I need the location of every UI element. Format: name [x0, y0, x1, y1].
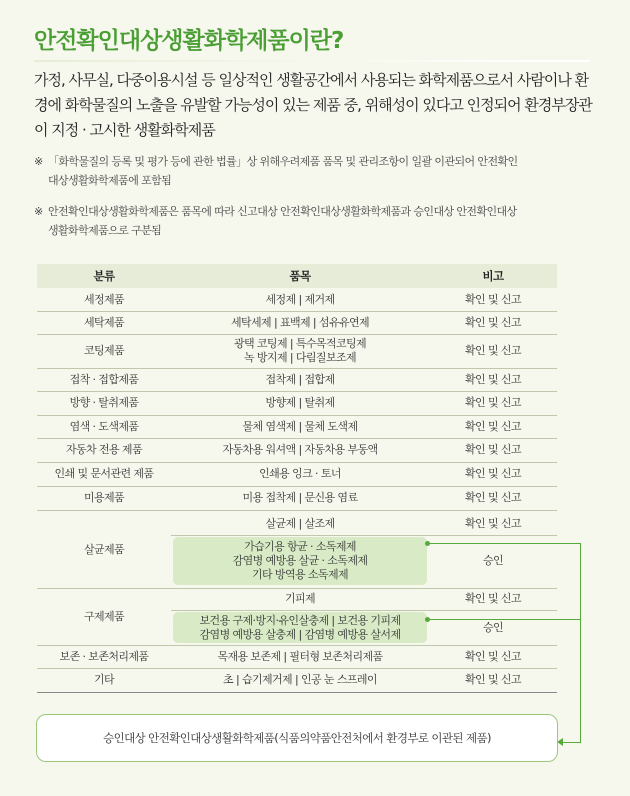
- row-divider: [171, 535, 557, 536]
- row-category: 세정제품: [83, 292, 125, 306]
- connector-line: [580, 543, 581, 743]
- row-remarks: 확인 및 신고: [465, 292, 521, 306]
- approval-note-text: 승인대상 안전확인대상생활화학제품(식품의약품안전처에서 환경부로 이관된 제품): [103, 731, 491, 745]
- row-remarks: 확인 및 신고: [465, 396, 521, 409]
- note-mark: ※: [34, 205, 43, 218]
- item-preservation: 목재용 보존제 | 필터형 보존처리제품: [217, 649, 383, 663]
- row-items: [171, 462, 429, 486]
- row-category: 방향 · 탈취제품: [69, 396, 139, 409]
- note-sterilization-1: 확인 및 신고: [465, 516, 521, 530]
- row-divider: [37, 510, 557, 511]
- page-title: 안전확인대상생활화학제품이란?: [34, 28, 344, 54]
- row-remarks: 확인 및 신고: [465, 372, 521, 386]
- row-remarks: 확인 및 신고: [465, 467, 521, 480]
- row-category: 미용제품: [83, 491, 125, 504]
- note-sterilization-2: 승인: [482, 554, 504, 567]
- row-items: [171, 334, 429, 368]
- description-paragraph: 가정, 사무실, 다중이용시설 등 일상적인 생활공간에서 사용되는 화학제품으로서 사람이나 환경에 화학물질의 노출을 유발할 가능성이 있는 제품 중, 위해성이 있다고 인정되어 환경부장관이 지정 · 고시한 생활화학제품: [34, 71, 592, 139]
- connector-line: [563, 742, 580, 743]
- connector-line: [428, 543, 580, 544]
- row-items: [171, 311, 429, 334]
- approval-note-box: [36, 714, 558, 762]
- row-items: [171, 391, 429, 415]
- connector-line: [428, 619, 580, 620]
- category-pest: 구제제품: [83, 609, 125, 623]
- item-line: 감염병 예방용 살균 · 소독제제: [232, 554, 368, 567]
- note-pest-1: 확인 및 신고: [465, 592, 521, 605]
- note-2: [34, 202, 594, 240]
- row-items: [171, 438, 429, 462]
- item-other: 초 | 습기제거제 | 인공 눈 스프레이: [223, 673, 377, 686]
- note-pest-2: 승인: [482, 620, 504, 634]
- item-line: 세탁세제 | 표백제 | 섬유유연제: [230, 315, 370, 329]
- row-category: 세탁제품: [83, 315, 125, 329]
- item-pest-2: [173, 612, 427, 643]
- row-items: [171, 288, 429, 311]
- row-category: 인쇄 및 문서관련 제품: [54, 467, 154, 480]
- row-items: [171, 415, 429, 438]
- row-remarks: 확인 및 신고: [465, 443, 521, 456]
- item-pest-1: 기피제: [284, 592, 316, 605]
- row-remarks: 확인 및 신고: [465, 315, 521, 329]
- item-line: 물체 염색제 | 물체 도색제: [242, 419, 358, 433]
- row-category: 자동차 전용 제품: [66, 443, 142, 456]
- item-line: 가습기용 항균 · 소독제제: [244, 540, 356, 553]
- category-sterilization: 살균제품: [83, 543, 125, 556]
- title-divider: [34, 60, 590, 62]
- item-line: 광택 코팅제 | 특수목적코팅제: [233, 337, 367, 350]
- row-items: [171, 368, 429, 391]
- item-sterilization-2: [173, 537, 427, 585]
- item-line: 감염병 예방용 살충제 | 감염병 예방용 살서제: [199, 627, 401, 641]
- item-line: 기타 방역용 소독제제: [251, 568, 349, 581]
- row-divider: [171, 610, 557, 611]
- row-remarks: 확인 및 신고: [465, 491, 521, 504]
- item-line: 방향제 | 탈취제: [265, 396, 335, 409]
- item-line: 인쇄용 잉크 · 토너: [259, 467, 341, 480]
- header-category: 분류: [93, 269, 115, 283]
- note-2-line-1: 안전확인대상생활화학제품은 품목에 따라 신고대상 안전확인대상생활화학제품과 승인대상 안전확인대상: [48, 205, 517, 218]
- note-preservation: 확인 및 신고: [465, 649, 521, 663]
- row-category: 코팅제품: [83, 344, 125, 357]
- row-category: 염색 · 도색제품: [69, 419, 139, 433]
- item-line: 접착제 | 접합제: [265, 372, 335, 386]
- header-items: 품목: [289, 269, 311, 283]
- header-remarks: 비고: [482, 269, 504, 283]
- note-2-line-2: 생활화학제품으로 구분됨: [48, 224, 162, 237]
- category-other: 기타: [93, 673, 115, 686]
- item-line: 미용 접착제 | 문신용 염료: [242, 491, 358, 504]
- item-line: 세정제 | 제거제: [265, 292, 335, 306]
- note-1-line-1: 「화학물질의 등록 및 평가 등에 관한 법률」상 위해우려제품 품목 및 관리조항이 일괄 이관되어 안전확인: [48, 155, 518, 168]
- item-sterilization-1: 살균제 | 살조제: [265, 516, 335, 530]
- category-preservation: 보존 · 보존처리제품: [59, 649, 149, 663]
- note-1: [34, 152, 594, 190]
- note-mark: ※: [34, 155, 43, 168]
- table-bottom-border: [37, 692, 557, 693]
- note-1-line-2: 대상생활화학제품에 포함됨: [48, 174, 172, 187]
- item-line: 자동차용 워셔액 | 자동차용 부동액: [222, 443, 378, 456]
- item-line: 보건용 구제·방지·유인살충제 | 보건용 기피제: [199, 613, 401, 627]
- row-items: [171, 486, 429, 510]
- row-category: 접착 · 접합제품: [69, 372, 139, 386]
- item-line: 녹 방지제 | 다림질보조제: [243, 351, 357, 364]
- row-remarks: 확인 및 신고: [465, 419, 521, 433]
- row-remarks: 확인 및 신고: [465, 344, 521, 357]
- note-other: 확인 및 신고: [465, 673, 521, 686]
